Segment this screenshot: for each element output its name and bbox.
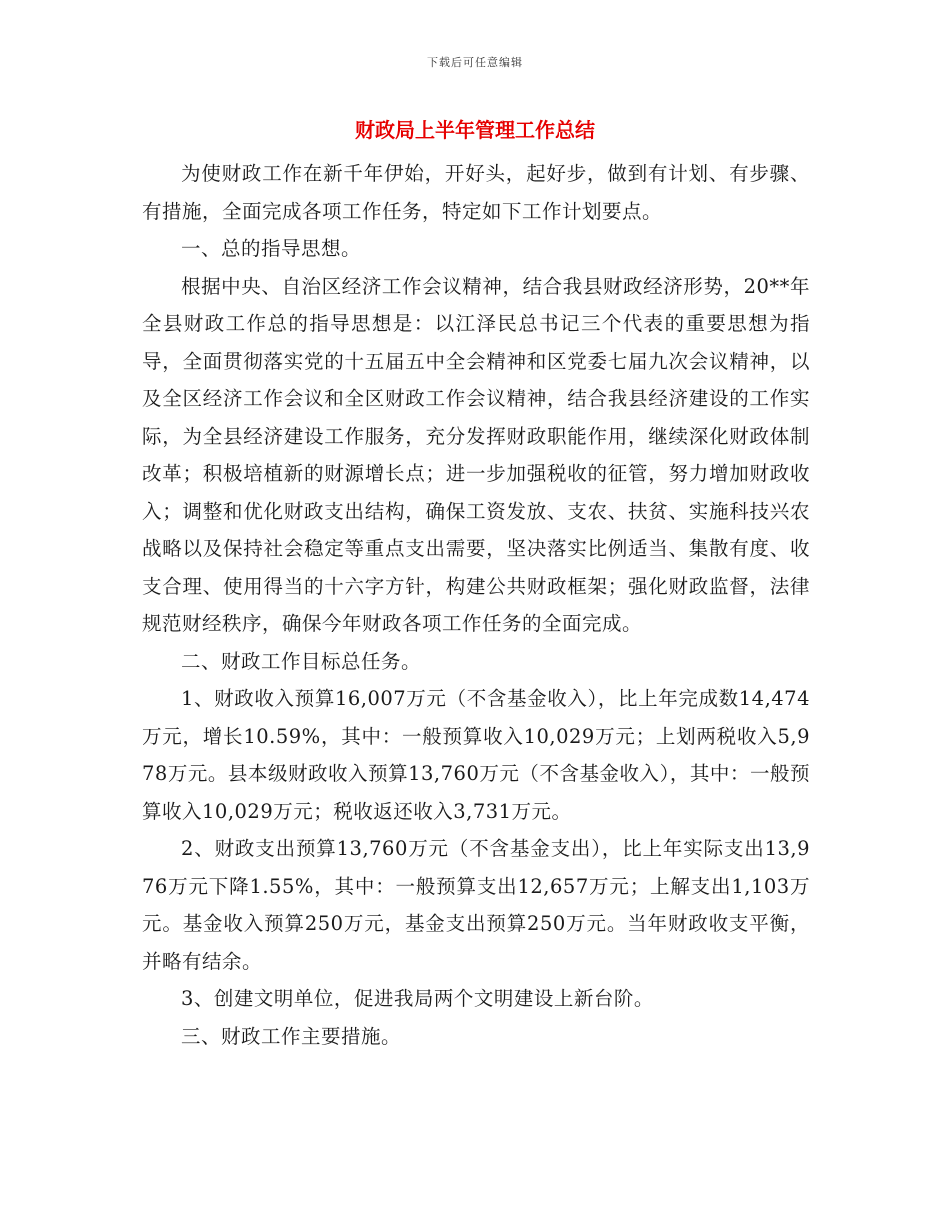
intro-paragraph: 为使财政工作在新千年伊始，开好头，起好步，做到有计划、有步骤、有措施，全面完成各项工作任务，特定如下工作计划要点。: [142, 162, 810, 223]
document-title: 财政局上半年管理工作总结: [355, 118, 595, 142]
expenditure-target-paragraph: 2、财政支出预算13,760万元（不含基金支出），比上年实际支出13,976万元下降1.55%，其中：一般预算支出12,657万元；上解支出1,103万元。基金收入预算250万元，基金支出预算250万元。当年财政收支平衡，并略有结余。: [142, 837, 810, 973]
document-body: [142, 155, 810, 1055]
page-header-watermark: 下载后可任意编辑: [427, 56, 523, 69]
civilized-unit-paragraph: 3、创建文明单位，促进我局两个文明建设上新台阶。: [181, 987, 654, 1010]
revenue-target-paragraph: 1、财政收入预算16,007万元（不含基金收入），比上年完成数14,474万元，增长10.59%，其中：一般预算收入10,029万元；上划两税收入5,978万元。县本级财政收入预算13,760万元（不含基金收入），其中：一般预算收入10,029万元；税收返还收入3,731万元。: [142, 687, 810, 823]
guiding-ideology-paragraph: 根据中央、自治区经济工作会议精神，结合我县财政经济形势，20**年全县财政工作总的指导思想是：以江泽民总书记三个代表的重要思想为指导，全面贯彻落实党的十五届五中全会精神和区党委七届九次会议精神，以及全区经济工作会议和全区财政工作会议精神，结合我县经济建设的工作实际，为全县经济建设工作服务，充分发挥财政职能作用，继续深化财政体制改革；积极培植新的财源增长点；进一步加强税收的征管，努力增加财政收入；调整和优化财政支出结构，确保工资发放、支农、扶贫、实施科技兴农战略以及保持社会稳定等重点支出需要，坚决落实比例适当、集散有度、收支合理、使用得当的十六字方针，构建公共财政框架；强化财政监督，法律规范财经秩序，确保今年财政各项工作任务的全面完成。: [142, 274, 810, 635]
section-heading-guiding-ideology: 一、总的指导思想。: [181, 237, 362, 260]
section-heading-targets: 二、财政工作目标总任务。: [181, 649, 422, 673]
section-heading-measures: 三、财政工作主要措施。: [181, 1024, 402, 1048]
